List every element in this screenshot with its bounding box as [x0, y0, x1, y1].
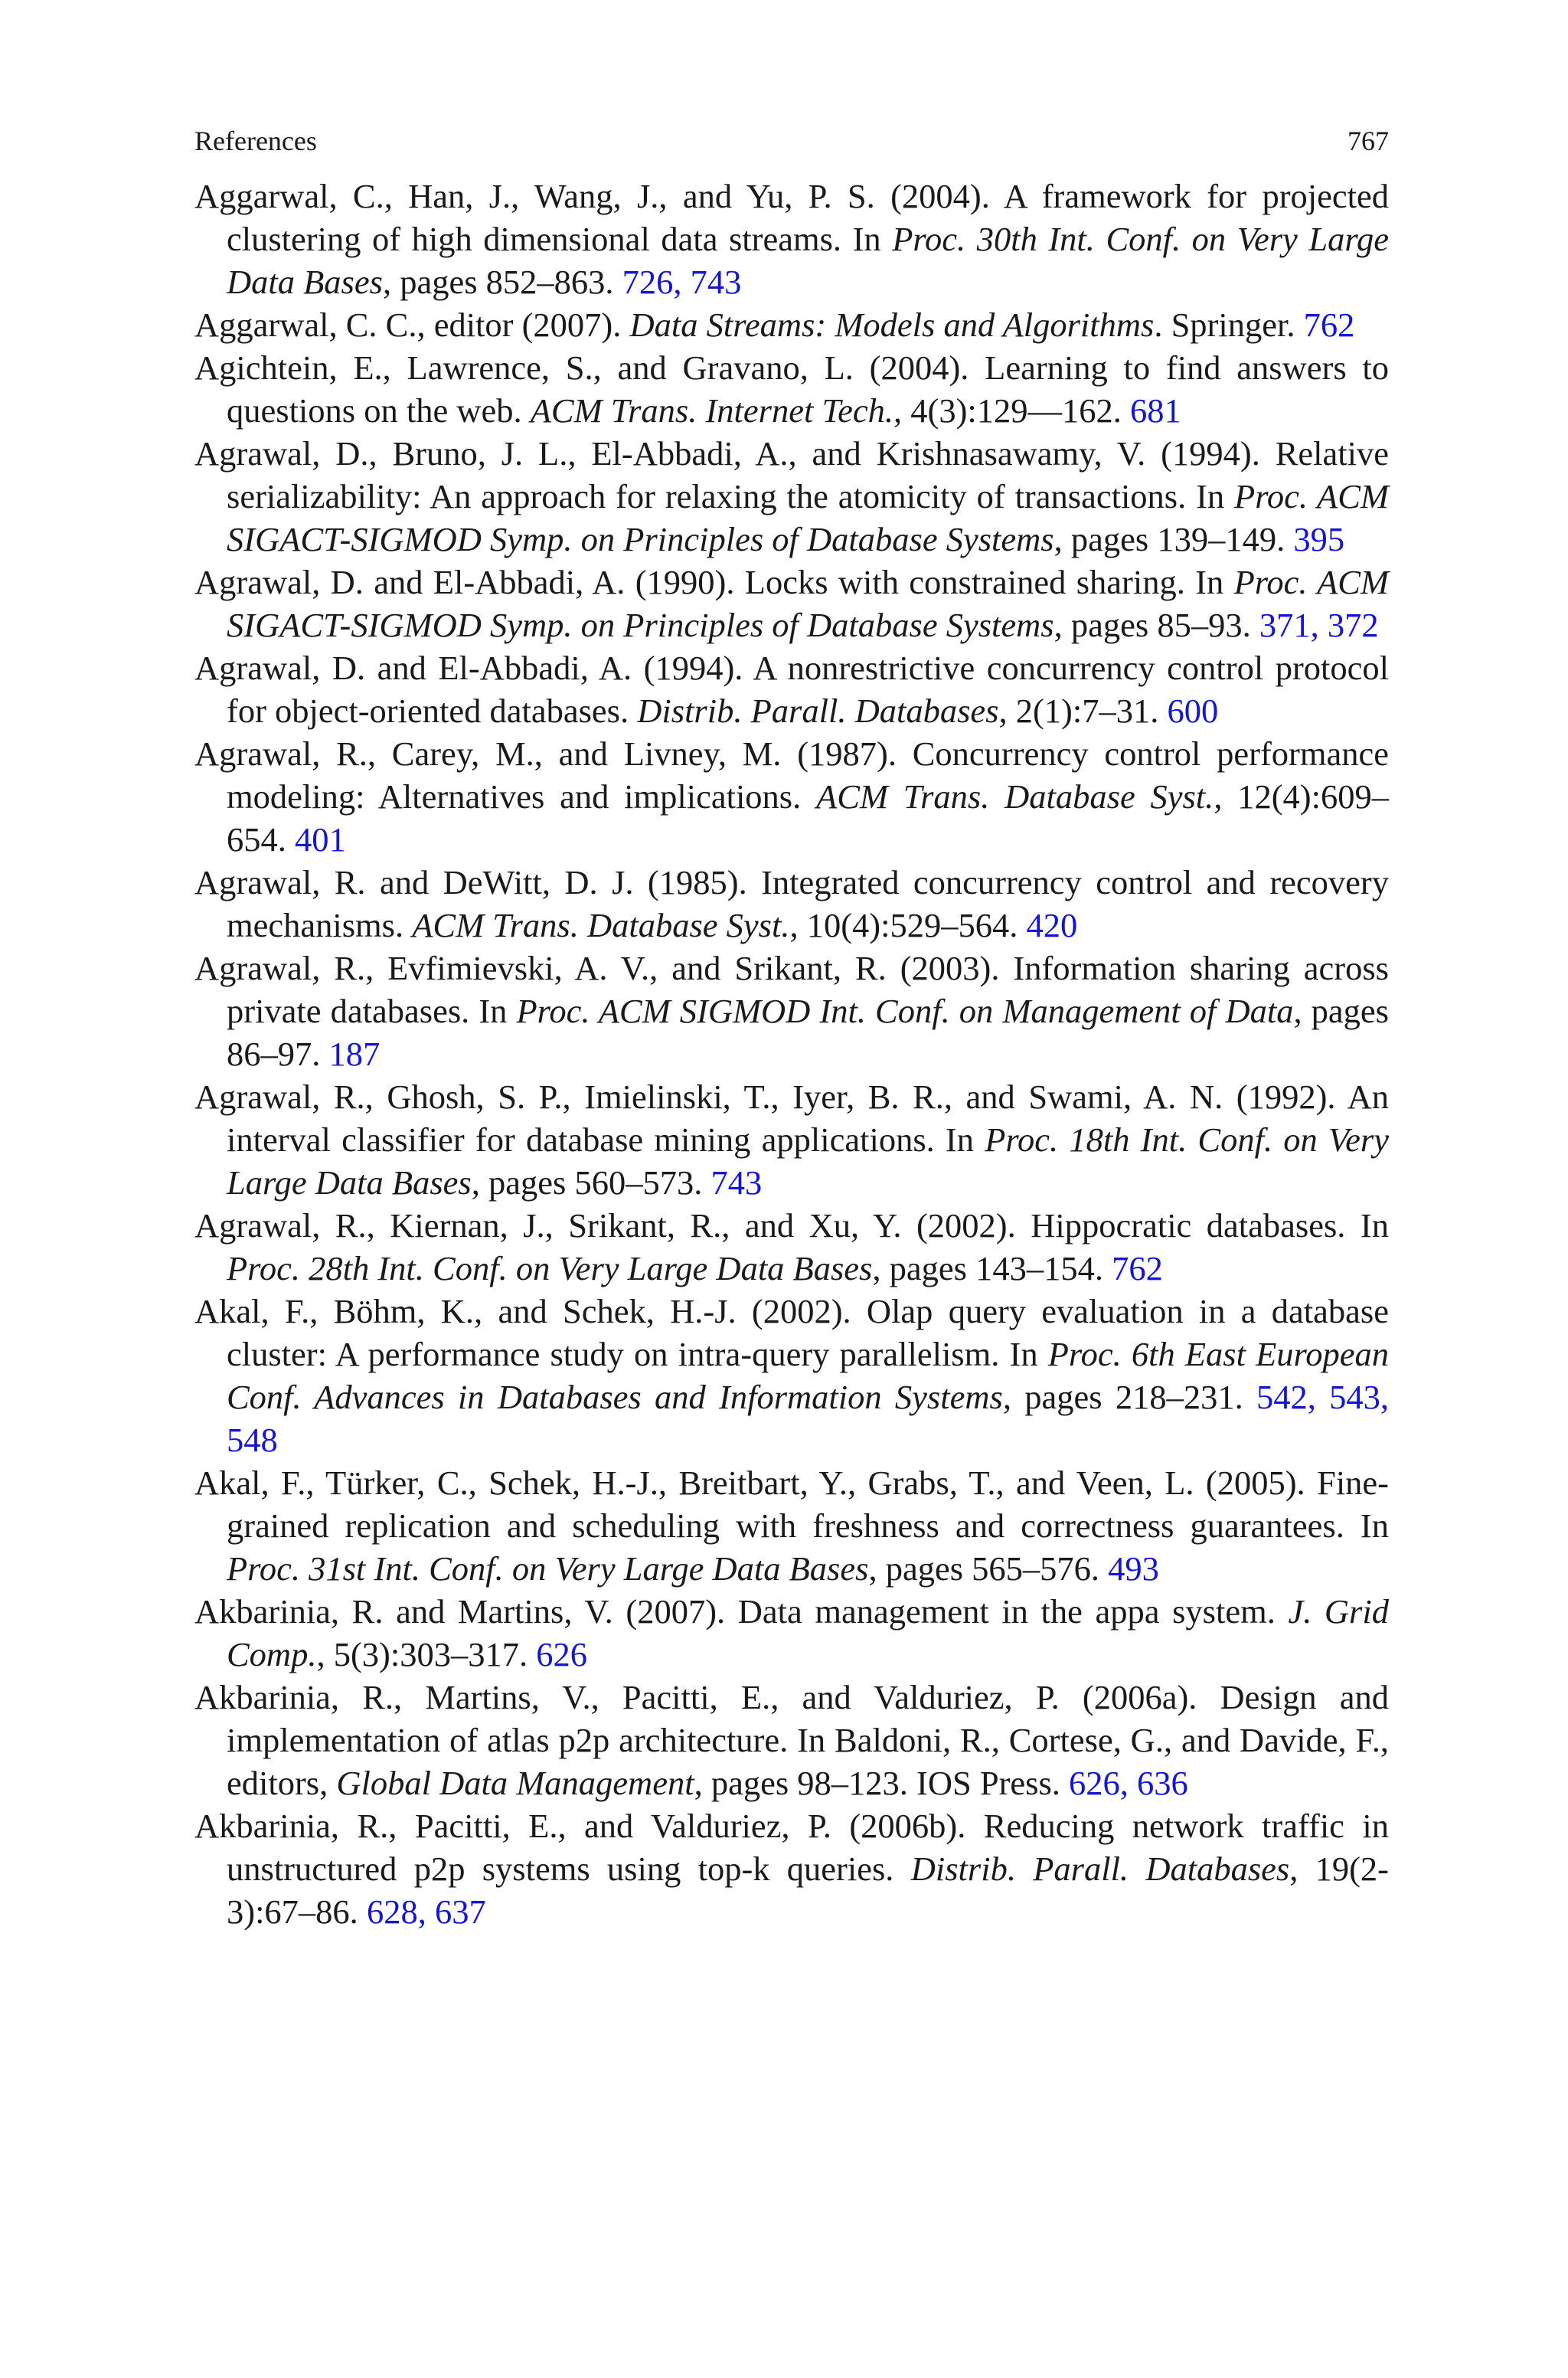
page-backref-link[interactable]: 600 [1167, 692, 1219, 730]
reference-text: , pages 143–154. [872, 1249, 1112, 1287]
reference-entry [194, 1075, 1389, 1204]
reference-text: , 12(4):609–654. [227, 777, 1389, 859]
reference-entry [194, 432, 1389, 561]
reference-text: Akbarinia, R. and Martins, V. (2007). Data management in the appa system. [194, 1592, 1289, 1631]
page-backref-link[interactable]: 420 [1026, 906, 1078, 944]
reference-entry [194, 1676, 1389, 1804]
reference-entry [194, 1290, 1389, 1461]
section-title: References [194, 126, 317, 156]
reference-venue: ACM Trans. Database Syst. [412, 906, 790, 944]
reference-venue: Distrib. Parall. Databases [910, 1850, 1290, 1888]
reference-entry [194, 346, 1389, 432]
reference-entry [194, 561, 1389, 646]
page-backref-link[interactable]: 762 [1112, 1249, 1163, 1287]
page [194, 123, 1389, 1933]
reference-text: Agrawal, R., Evfimievski, A. V., and Srikant, R. (2003). Information sharing across private databases. In [194, 949, 1389, 1030]
reference-venue: Proc. ACM SIGACT-SIGMOD Symp. on Principles of Database Systems [227, 563, 1389, 644]
reference-venue: ACM Trans. Database Syst. [816, 777, 1214, 816]
reference-text: , pages 218–231. [1002, 1378, 1256, 1416]
reference-entry [194, 646, 1389, 732]
reference-venue: ACM Trans. Internet Tech. [530, 391, 894, 430]
reference-entry [194, 947, 1389, 1075]
reference-venue: Proc. ACM SIGACT-SIGMOD Symp. on Principles of Database Systems [227, 477, 1389, 558]
reference-entry [194, 861, 1389, 947]
reference-entry [194, 1804, 1389, 1933]
reference-text: Agichtein, E., Lawrence, S., and Gravano, L. (2004). Learning to find answers to questions on the web. [194, 348, 1389, 430]
reference-text: Agrawal, R. and DeWitt, D. J. (1985). Integrated concurrency control and recovery mechanisms. [194, 863, 1389, 944]
page-backref-link[interactable]: 493 [1108, 1549, 1159, 1588]
reference-text: , pages 560–573. [471, 1163, 711, 1202]
page-backref-link[interactable]: 626 [536, 1635, 587, 1673]
reference-text: , 2(1):7–31. [998, 692, 1168, 730]
reference-text: , pages 85–93. [1054, 606, 1259, 644]
reference-text: , 19(2-3):67–86. [227, 1850, 1389, 1931]
reference-text: . Springer. [1154, 306, 1304, 344]
reference-entry [194, 175, 1389, 303]
reference-text: Agrawal, D. and El-Abbadi, A. (1990). Locks with constrained sharing. In [194, 563, 1234, 601]
reference-venue: Proc. 6th East European Conf. Advances in Databases and Information Systems [227, 1335, 1389, 1416]
page-backref-link[interactable]: 542, 543, 548 [227, 1378, 1390, 1459]
reference-text: Akbarinia, R., Pacitti, E., and Valduriez, P. (2006b). Reducing network traffic in unstructured p2p systems using top-k queries. [194, 1807, 1389, 1888]
reference-entry [194, 1461, 1389, 1590]
reference-text: , pages 139–149. [1054, 520, 1294, 558]
reference-text: Akbarinia, R., Martins, V., Pacitti, E., and Valduriez, P. (2006a). Design and implementation of atlas p2p architecture. In Baldoni, R., Cortese, G., and Davide, F., editors, [194, 1678, 1389, 1802]
page-backref-link[interactable]: 726, 743 [622, 263, 742, 301]
reference-text: , pages 565–576. [868, 1549, 1109, 1588]
reference-venue: Proc. 31st Int. Conf. on Very Large Data Bases [227, 1549, 869, 1588]
reference-text: , pages 86–97. [227, 992, 1389, 1073]
reference-text: Agrawal, R., Carey, M., and Livney, M. (1987). Concurrency control performance modeling: Alternatives and implications. [194, 734, 1389, 816]
reference-text: , 5(3):303–317. [316, 1635, 537, 1673]
page-backref-link[interactable]: 681 [1130, 391, 1181, 430]
reference-text: , 4(3):129—162. [893, 391, 1131, 430]
reference-venue: Global Data Management [336, 1764, 694, 1802]
reference-text: Agrawal, R., Kiernan, J., Srikant, R., and Xu, Y. (2002). Hippocratic databases. In [194, 1206, 1389, 1245]
reference-venue: Proc. 30th Int. Conf. on Very Large Data Bases [227, 220, 1389, 301]
page-backref-link[interactable]: 626, 636 [1069, 1764, 1188, 1802]
reference-text: , pages 852–863. [382, 263, 622, 301]
reference-venue: Data Streams: Models and Algorithms [629, 306, 1155, 344]
reference-entry [194, 732, 1389, 861]
reference-text: , 10(4):529–564. [789, 906, 1027, 944]
page-backref-link[interactable]: 762 [1303, 306, 1355, 344]
page-backref-link[interactable]: 743 [710, 1163, 763, 1202]
page-number: 767 [1348, 126, 1389, 156]
reference-text: Akal, F., Böhm, K., and Schek, H.-J. (2002). Olap query evaluation in a database cluster: A performance study on intra-query parallelism. In [194, 1292, 1389, 1373]
reference-text: Agrawal, D. and El-Abbadi, A. (1994). A nonrestrictive concurrency control protocol for object-oriented databases. [194, 649, 1389, 730]
reference-venue: Proc. ACM SIGMOD Int. Conf. on Management of Data [516, 992, 1294, 1030]
reference-venue: Distrib. Parall. Databases [637, 692, 999, 730]
page-backref-link[interactable]: 628, 637 [366, 1892, 486, 1931]
reference-text: , pages 98–123. IOS Press. [694, 1764, 1070, 1802]
page-backref-link[interactable]: 187 [328, 1035, 381, 1073]
reference-entry [194, 1204, 1389, 1290]
reference-venue: Proc. 18th Int. Conf. on Very Large Data Bases [227, 1120, 1390, 1202]
reference-text: Agrawal, D., Bruno, J. L., El-Abbadi, A., and Krishnasawamy, V. (1994). Relative serializability: An approach for relaxing the atomicity of transactions. In [194, 434, 1389, 515]
reference-venue: Proc. 28th Int. Conf. on Very Large Data Bases [227, 1249, 873, 1287]
reference-text: Agrawal, R., Ghosh, S. P., Imielinski, T., Iyer, B. R., and Swami, A. N. (1992). An interval classifier for database mining applications. In [194, 1078, 1389, 1159]
page-backref-link[interactable]: 395 [1293, 520, 1345, 558]
reference-entry [194, 1590, 1389, 1676]
reference-list [194, 175, 1389, 1933]
running-head [194, 123, 1389, 159]
page-backref-link[interactable]: 371, 372 [1259, 606, 1379, 644]
reference-text: Aggarwal, C., Han, J., Wang, J., and Yu, P. S. (2004). A framework for projected clustering of high dimensional data streams. In [194, 177, 1389, 258]
reference-text: Akal, F., Türker, C., Schek, H.-J., Breitbart, Y., Grabs, T., and Veen, L. (2005). Fine-grained replication and scheduling with freshness and correctness guarantees. In [194, 1464, 1389, 1545]
page-backref-link[interactable]: 401 [295, 820, 346, 859]
reference-venue: J. Grid Comp. [227, 1592, 1389, 1673]
reference-entry [194, 303, 1389, 346]
reference-text: Aggarwal, C. C., editor (2007). [194, 306, 630, 344]
